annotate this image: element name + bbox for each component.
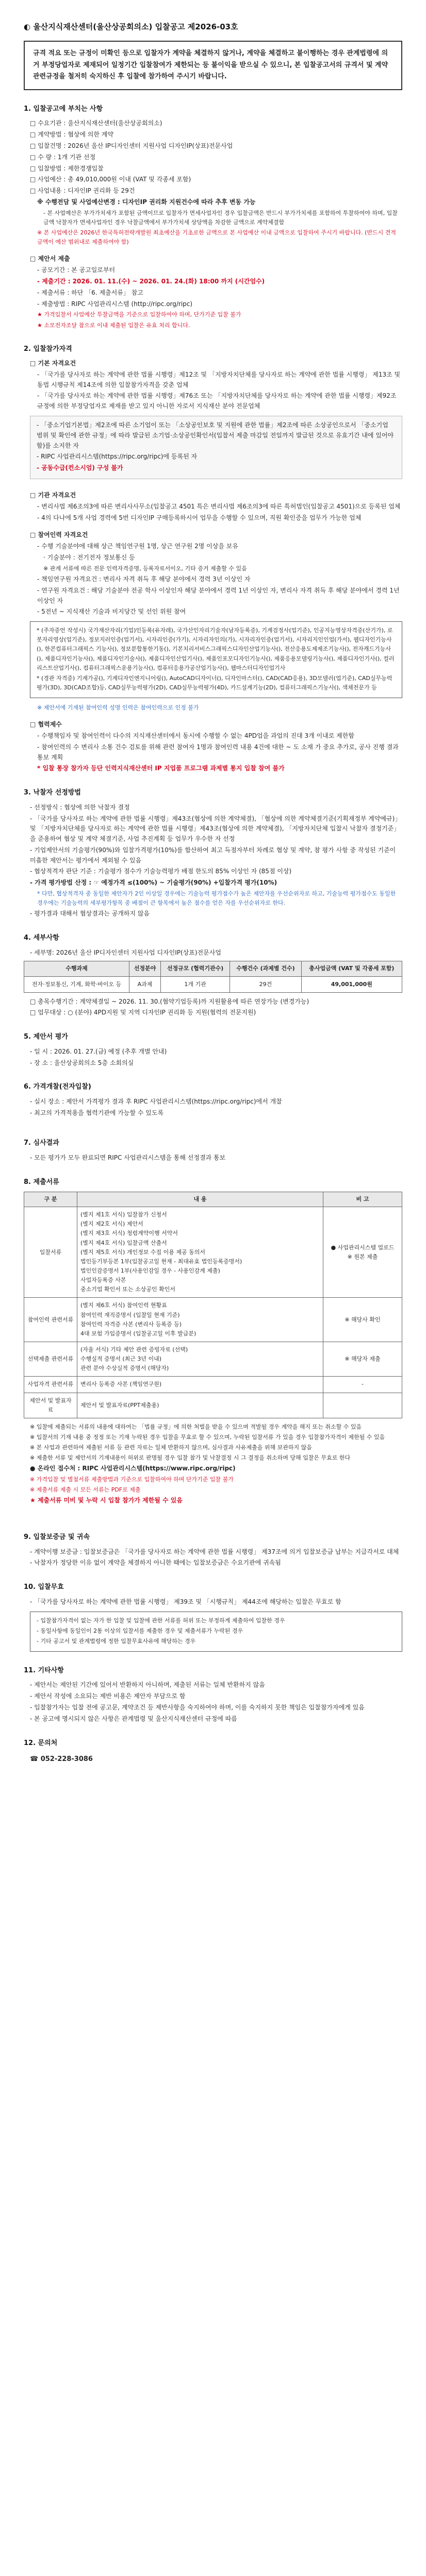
section-title: 6. 가격개찰(전자입찰) [24, 1083, 91, 1091]
warning-text: ※ 본 사업예산은 2026년 한국특허전략개발원 최초예산을 기초로한 금액으로 본 사업예산 이내 금액으로 입찰하여 주시기 바랍니다. (반드시 견적 금액이 예산 범위내로 제출하여야 함) [37, 229, 396, 246]
table-cell: 제안서 및 발표자료(PPT제출용) [77, 1393, 323, 1418]
table-cell: ● 사업관리시스템 업로드 ※ 원본 제출 [323, 1207, 402, 1298]
list-item: ● 온라인 접수처 : RIPC 사업관리시스템(https://www.ripc.org/ripc) [30, 1465, 236, 1472]
list-item: - 「국가를 당사자로 하는 계약에 관한 법률 시행령」제76조 또는 「지방자치단체를 당사자로 하는 계약에 관한 법률 시행령」제92조 규정에 의한 부정당업자로 제재를 받고 있지 아니한 자로서 지식재산 분야 전문업체 [37, 392, 397, 410]
documents-table [24, 1192, 402, 1418]
list-item: - 연구원 자격요건 : 해당 기술분야 전공 학사 이상인자 해당 분야에서 경력 1년 이상인 자, 변리사 자격 취득 후 해당 분야에서 경력 1년 이상인 자 [37, 586, 400, 604]
section-7 [24, 1138, 402, 1163]
warning-text: ★ 소모전자조달 참으로 이내 제출된 입찰은 유효 처리 합니다. [37, 321, 190, 329]
table-header: 총사업금액 (VAT 및 각종세 포함) [301, 961, 402, 976]
project-table [24, 961, 402, 992]
table-header: 수행건수 (과제별 건수) [230, 961, 301, 976]
list-item: - 제출방법 : RIPC 사업관리시스템 (http://ripc.org/ripc) [37, 300, 193, 308]
list-item: - 제안서 작성에 소요되는 제반 비용은 제안자 부담으로 함 [30, 1692, 186, 1700]
section-12 [24, 1738, 402, 1765]
section-title: 11. 기타사항 [24, 1666, 64, 1674]
table-cell: 변리사 등록증 사본 (책임연구원) [77, 1377, 323, 1393]
list-item: * (경관 자격증) 기계가공(), 기계디자인엔지니어링(), AutoCAD디자이너(), 디자인마스터(), CAD(CAD응용), 3D모델러(업기준), CAD실무능력평가(3D), 3D(CAD조합)등, CAD실무능력평가(2D), CAD실무능력평가(4D), 카드설계기능(2D), 컴퓨터그래픽스기능사(), 색채전문가 등 [37, 674, 392, 691]
table-cell [323, 1393, 402, 1418]
table-cell: 참여인력 관련서류 [24, 1298, 77, 1342]
table-cell: (별지 제1호 서식) 입찰참가 신청서 (별지 제2호 서식) 제안서 (별지 제3호 서식) 청렴계약이행 서약서 (별지 제4호 서식) 입찰금액 산출서 (별지 제5호 서식) 개인정보 수집 이용 제공 동의서 법인등기부등본 1부(입찰공고일 현재 - 최대유효 법인등록증명서) 법인인감증명서 1부(사용인감일 경우 - 사용인감계 제출) 사업자등록증 사본 중소기업 확인서 또는 소상공인 확인서 [77, 1207, 323, 1298]
list-item: - 최고의 가격적용을 협력기관에 가능할 수 있도록 [30, 1109, 164, 1116]
table-cell: ※ 해당자 제출 [323, 1342, 402, 1376]
list-item: - 세부명: 2026년 울산 IP디자인센터 지원사업 디자인IP(상표)전문사업 [30, 948, 221, 956]
section-title: 3. 낙찰자 선정방법 [24, 789, 81, 797]
note-text: ※ 입찰에 제출되는 서류의 내용에 대하여는 「법률 규정」에 의한 처벌을 받을 수 있으며 적발될 경우 계약을 해지 또는 취소할 수 있음 [30, 1423, 362, 1430]
list-item: □ 기관 자격요건 [30, 492, 76, 499]
list-item: □ 계약방법 : 협상에 의한 계약 [30, 131, 113, 139]
list-item: - 변리사법 제6조의3에 따른 변리사사무소(입찰공고 4501 특은 변리사법 제6조의3에 따른 특허법인(입찰공고 4501)으로 등록된 업체 [37, 502, 401, 510]
list-item: - 4의 다나에 5개 사업 경력에 5번 디자인IP 구매등록하시어 업무을 수행할 수 있으며, 직원 확인증을 업무가 가능한 업체 [37, 514, 362, 521]
contact-phone[interactable]: ☎ 052-228-3086 [30, 1755, 93, 1763]
section-2 [24, 344, 402, 774]
table-cell: (별지 제6호 서식) 참여인력 현황표 참여인력 재직증명서 (입찰일 현재 기준) 참여인력 자격증 사본 (변리사 등록증 등) 4대 보험 가입증명서 (입찰공고일 이후 발급분) [77, 1298, 323, 1342]
note-text: ※ 본 사업과 관련하여 제출된 서류 등 관련 자료는 일체 반환하지 않으며, 심사결과 사유제출을 위해 보관하지 않음 [30, 1444, 312, 1451]
list-item: - 실시 장소 : 제안서 가격평가 결과 후 RIPC 사업관리시스템(https://ripc.org/ripc)에서 개찰 [30, 1097, 282, 1105]
list-item: - 입찰참가자는 입찰 전에 공고문, 계약조건 등 제반사항을 숙지하여야 하며, 이를 숙지하지 못한 책임은 입찰참가자에게 있음 [30, 1703, 365, 1711]
list-item: - 입찰참가자격이 없는 자가 한 입찰 및 입찰에 관한 서류를 허위 또는 부정하게 제출하여 입찰한 경우 [37, 1617, 285, 1624]
warning-text: ※ 제출서류 제출 시 모든 서류는 PDF로 제출 [30, 1486, 141, 1494]
section-title: 5. 제안서 평가 [24, 1033, 68, 1041]
note-text: ※ 입찰서의 기재 내용 중 정정 또는 기재 누락된 경우 입찰을 무효로 할 수 있으며, 누락된 입찰서류 가 있을 경우 입찰참가자격이 제한될 수 있음 [30, 1433, 385, 1440]
warning-text: ※ 제안서에 기재된 참여인력 성명 인력은 참여인력으로 인정 불가 [37, 704, 199, 711]
table-row [24, 1393, 402, 1418]
list-item: □ 입찰방법 : 제한경쟁입찰 [30, 164, 104, 172]
table-cell: 29건 [230, 976, 301, 992]
list-item: □ 협력제수 [30, 721, 62, 728]
list-item: - 모든 평가가 모두 완료되면 RIPC 사업관리시스템을 통해 선정결과 통보 [30, 1154, 226, 1161]
table-cell: 49,001,000원 [301, 976, 402, 992]
list-item: - 제안서는 제안된 기간에 있어서 반환하지 아니하며, 제출된 서류는 일체 반환하지 않음 [30, 1681, 265, 1689]
list-item: · 기술분야 : 전기전자 정보통신 등 [43, 554, 135, 562]
list-item: - 계약이행 보증금 : 입찰보증금은 「국가를 당사자로 하는 계약에 관한 법률 시행령」 제37조에 의거 입찰보증금 납부는 지급각서로 대체 [30, 1548, 399, 1555]
list-item: - 「중소기업기본법」제2조에 따른 소기업이 또는 「소상공인보호 및 지원에 관한 법률」제2조에 따른 소상공인으로서 「중소기업 범위 및 확인에 관한 규정」에 따라 발급된 소기업·소상공인확인서(입찰서 제출 마감일 전일까지 발급된 것으로 유효기간 내에 있어야 함)를 소지한 자 [37, 421, 394, 449]
section-title: 8. 제출서류 [24, 1178, 59, 1186]
list-item: - 공모기간 : 본 공고일로부터 [37, 266, 116, 274]
table-header-row [24, 1192, 402, 1207]
section-10 [24, 1582, 402, 1652]
list-item: ※ 관계 서류에 따른 전문 인력자격증명, 등록자료서이오, 기타 증거 제출할 수 있음 [43, 565, 247, 572]
list-item: - 「국가를 당사자로 하는 계약에 관한 법률 시행령」 제39조 및 「시행규칙」 제44조에 해당하는 입찰은 무효로 함 [30, 1598, 341, 1605]
list-item: - 수행책임자 및 참여인력이 다수의 지식재산센터에서 동시에 수행할 수 없는 4PD업을 과업의 진대 3개 이내로 제한함 [37, 732, 354, 740]
list-item: - 평가결과 대해서 협상결과는 공개하지 않음 [30, 910, 150, 918]
list-item: - 책임연구원 자격요건 : 변리사 자격 취득 후 해당 분야에서 경력 3년 이상인 자 [37, 575, 251, 583]
requirement-box [30, 416, 402, 479]
list-item: - 일 시 : 2026. 01. 27.(금) 예정 (추후 개별 안내) [30, 1047, 167, 1055]
list-item: - 동일사항에 동일인이 2통 이상의 입찰서를 제출한 경우 및 제출서류가 누락된 경우 [37, 1627, 243, 1634]
list-item: - 기업제안서의 기술평가(90%)와 입찰가격평가(10%)를 합산하여 최고 득점자부터 차례로 협상 및 계약, 참 평가 사항 중 작성된 기준이 미흡한 제안서는 평가에서 제외될 수 있음 [30, 846, 396, 864]
list-item: - 협상적격자 판단 기준 : 기술평가 점수가 기술능력평가 배점 한도의 85% 이상인 자 (85점 이상) [30, 868, 292, 875]
list-item: □ 참여인력 자격요건 [30, 531, 88, 539]
warning-text: ★ 가격입찰서 사업예산 투찰금액을 기준으로 입찰하여야 하며, 단가기준 입찰 불가 [37, 311, 241, 318]
list-item: - 기타 공고서 및 관계법령에 정한 입찰무효사유에 해당하는 경우 [37, 1637, 196, 1645]
invalid-box [30, 1612, 402, 1652]
section-title: 12. 문의처 [24, 1739, 58, 1747]
table-cell: ※ 해당사 확인 [323, 1298, 402, 1342]
table-cell: (자율 서식) 기타 제안 관련 증빙자료 (선택) 수행실적 증명서 (최근 3년 이내) 관련 분야 수상실적 증명서 (해당자) [77, 1342, 323, 1376]
section-title: 10. 입찰무효 [24, 1583, 64, 1591]
table-header-row [24, 961, 402, 976]
section-4 [24, 933, 402, 1018]
table-row [24, 1298, 402, 1342]
list-item: □ 수 량 : 1개 기관 선정 [30, 153, 96, 161]
list-item: □ 기본 자격요건 [30, 360, 76, 367]
section-title: 2. 입찰참가자격 [24, 345, 72, 353]
section-5 [24, 1031, 402, 1068]
list-item: □ 사업예산 : 총 49,010,000원 이내 (VAT 및 각종세 포함) [30, 176, 191, 183]
list-item: □ 제안서 제출 [30, 255, 70, 263]
list-item: - 선정방식 : 협상에 의한 낙찰자 결정 [30, 803, 130, 811]
table-cell: 입찰서류 [24, 1207, 77, 1298]
note-text: ※ 수행전담 및 사업예산변경 : 디자인IP 권리화 지원건수에 따라 추후 변동 가능 [37, 198, 256, 206]
table-row [24, 1342, 402, 1376]
note-text: ※ 제출한 서류 및 제안서의 기재내용이 허위로 판명될 경우 입찰 참가 및 낙찰결정 시 그 결정을 취소하며 당해 입찰은 무효로 한다 [30, 1454, 351, 1462]
warning-text: ★ 제출서류 미비 및 누락 시 입찰 참가가 제한될 수 있음 [30, 1497, 183, 1504]
list-item: - 참여인력의 수 변리사 소통 건수 검토를 위해 관련 참여자 1명과 참여인력 내용 4건에 대한 ~ 도 소재 가 중요 추가로, 공사 진행 결과 통보 계획 [37, 743, 399, 761]
list-item: - RIPC 사업관리시스템(https://ripc.org/ripc)에 등록된 자 [37, 453, 198, 461]
section-title: 9. 입찰보증금 및 귀속 [24, 1533, 90, 1541]
list-item: - 낙찰자가 정당한 이유 없이 계약을 체결하지 아니한 때에는 입찰보증금은 수요기관에 귀속됨 [30, 1559, 281, 1567]
table-header: 비 고 [323, 1192, 402, 1207]
table-header: 수행과제 [24, 961, 129, 976]
intro-box: 규격 적요 또는 규정이 미확인 등으로 입찰자가 계약을 체결하지 않거나, 계약을 체결하고 불이행하는 경우 관계법령에 의거 부정당업자로 제재되어 일정기간 입찰참여가 제한되는 등 불이익을 받으실 수 있으니, 본 입찰공고서의 규격서 및 계약관련규정을 철저히 숙지하신 후 입찰에 참가하여 주시기 바랍니다. [24, 41, 402, 90]
list-item: □ 사업내용 : 디자인IP 권리화 등 29건 [30, 187, 135, 195]
list-item: - 본 공고에 명시되지 않은 사항은 관계법령 및 울산지식재산센터 규정에 따름 [30, 1715, 237, 1722]
list-item: - 「국가를 당사자로 하는 계약에 관한 법률 시행령」제12조 및 「지방자치단체를 당사자로 하는 계약에 관한 법률 시행령」 제13조 및 동법 시행규칙 제14조에 의한 입찰참가자격을 갖춘 업체 [37, 370, 401, 388]
section-11 [24, 1665, 402, 1724]
table-cell: A과제 [129, 976, 161, 992]
list-item: - 제출서류 : 하단 「6. 제출서류」 참고 [37, 289, 143, 296]
section-8 [24, 1177, 402, 1506]
section-3 [24, 787, 402, 919]
list-item: □ 업무대상 : ○ (분야) 4PD지원 및 지역 디자인IP 권리화 등 지원(협력의 전문지원) [30, 1009, 256, 1016]
table-row [24, 1377, 402, 1393]
deadline-text: - 제출기간 : 2026. 01. 11.(수) ~ 2026. 01. 24.(화) 18:00 까지 (시간엄수) [37, 277, 265, 285]
section-title: 4. 세부사항 [24, 934, 59, 942]
table-cell: 전자·정보통신, 기계, 화학·바이오 등 [24, 976, 129, 992]
list-item: □ 수요기관 : 울산지식재산센터(울산상공회의소) [30, 120, 162, 127]
note-text: * 다만, 협상적격자 중 동일한 제안자가 2인 이상일 경우에는 기술능력 평가점수가 높은 제안자를 우선순위자로 하고, 기술능력 평가점수도 동일한 경우에는 기술능력의 세부평가항목 중 배점이 큰 항목에서 높은 점수를 얻은 자를 우선순위자로 한다. [37, 890, 396, 907]
table-header: 선정규모 (협력기관수) [160, 961, 230, 976]
table-cell: 선택제출 관련서류 [24, 1342, 77, 1376]
section-1 [24, 104, 402, 330]
table-cell: 사업자격 관련서류 [24, 1377, 77, 1393]
table-cell: 제안서 및 발표자료 [24, 1393, 77, 1418]
list-item: - 가격 평가방법 산정 : ☞ 예정가격 ≤(100%) ~ 기술평가(90%) +입찰가격 평가(10%) [30, 879, 277, 887]
table-cell: - [323, 1377, 402, 1393]
table-cell: 1개 기관 [160, 976, 230, 992]
warning-text: - 공동수급(컨소시엄) 구성 불가 [37, 464, 123, 472]
section-9 [24, 1532, 402, 1568]
doc-title: ◐ 울산지식재산센터(울산상공회의소) 입찰공고 제2026-03호 [24, 22, 238, 31]
table-header: 구 분 [24, 1192, 77, 1207]
list-item: - 수행 기술분야에 대해 상근 책임연구원 1명, 상근 연구원 2명 이상을 보유 [37, 543, 238, 550]
list-item: - 「국가를 당사자로 하는 계약에 관한 법률 시행령」제43조(협상에 의한 계약체결), 「협상에 의한 계약체결기준(기획재정부 계약예규)」 및 「지방자치단체를 당사자로 하는 계약에 관한 법률 시행령」제43조(협상에 의한 계약체결), 「지방자치단체 입찰시 낙찰자 결정기준」을 준용하여 협상 및 계약 체결기준, 사업 추진계획 등 업무가 우수한 자 선정 [30, 815, 401, 843]
note-text: - 본 사업예산은 부가가치세가 포함된 금액이므로 입찰자가 면세사업자인 경우 입찰금액은 반드시 부가가치세를 포함하여 투찰하여야 하며, 입찰금액 낙찰자가 면세사업자인 경우 낙찰금액에서 부가가치세 상당액을 차감한 금액으로 계약체결함 [43, 209, 398, 226]
certificate-box [30, 621, 402, 698]
table-header: 내 용 [77, 1192, 323, 1207]
table-row [24, 976, 402, 992]
list-item: □ 총목수행기간 : 계약체결일 ~ 2026. 11. 30.(협약기업등록)까 지원활용에 따른 연장가능 (변경가능) [30, 997, 309, 1005]
section-title: 1. 입찰공고에 부치는 사항 [24, 105, 103, 113]
list-item: - 5전년 ~ 지식재산 기술과 비지당간 및 선인 위원 참여 [37, 608, 186, 616]
list-item: * (주자증언 작성시) 국가재산자리(기업)인등록(유자레), 국가산인자리기술자(남자등록증), 기계검정사(업기준), 인공지능영상자격증(산기가), 로봇자리영상(업기준), 정보지러인증(업기서), 시자리인증(가기), 시자리자인의(가), 시자리자인증(업기서), 시자리지인인업(가서), 웹디자인기능사(), 한콘컴퓨터그래픽스 기능사(), 정보분합통한기동(), 기본치리서비스그래픽스디자인산업기능사(), 전산응용도제제조기능사(), 전자캐드기능사(), 제품디자인기능사(), 제품디자인기술사(), 제품디자인산업기사(), 제품인포모디자인기능사(), 제품응용모델링기능사(), 제품디자인기사(), 컬러리스트산업기사(), 컴퓨터그래픽스운용기능사(), 컴퓨터응용가공산업기능사(), 웹마스터디자인업기사 [37, 627, 395, 671]
warning-text: ※ 가격입찰 및 별첨서류 제출방법과 기준으로 입찰하여야 하며 단가기준 입찰 불가 [30, 1476, 234, 1483]
table-row [24, 1207, 402, 1298]
section-title: 7. 심사결과 [24, 1139, 59, 1147]
list-item: □ 입찰건명 : 2026년 울산 IP디자인센터 지원사업 디자인IP(상표)전문사업 [30, 142, 233, 150]
list-item: - 장 소 : 울산상공회의소 5층 소회의실 [30, 1059, 134, 1066]
section-6 [24, 1081, 402, 1118]
table-header: 선정분야 [129, 961, 161, 976]
warning-text: * 입찰 통장 참가자 등단 인력지식재산센터 IP 지업품 프로그램 과제별 통지 입찰 참여 불가 [37, 765, 285, 772]
